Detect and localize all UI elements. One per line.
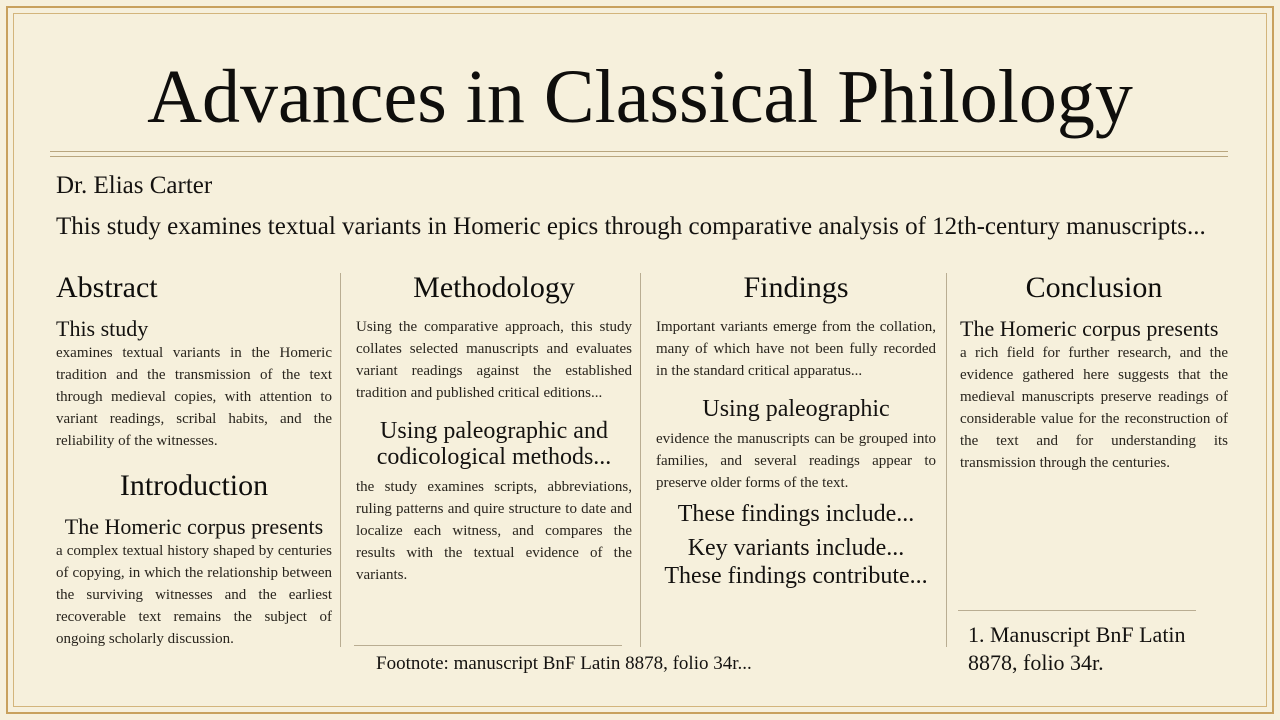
methodology-subheading: Using paleographic and codicological methods... <box>376 418 612 470</box>
section-heading-methodology: Methodology <box>413 271 575 304</box>
findings-body: evidence the manuscripts can be grouped into families, and several readings appear to preserve older forms of the text. <box>656 431 936 491</box>
findings-statement: These findings include... <box>677 501 915 527</box>
abstract-lead: This study <box>56 316 149 341</box>
abstract-summary: This study examines textual variants in Homeric epics through comparative analysis of 12th-century manuscripts... <box>56 213 1206 240</box>
findings-intro: Important variants emerge from the collation, many of which have not been fully recorded in the standard critical apparatus... <box>656 319 936 379</box>
section-heading-abstract: Abstract <box>56 271 158 304</box>
section-heading-introduction: Introduction <box>119 469 269 502</box>
column-methodology <box>356 268 632 688</box>
title-rule-double <box>50 156 1228 157</box>
footnote-rule <box>354 645 622 646</box>
column-divider <box>640 273 641 647</box>
abstract-body: examines textual variants in the Homeric tradition and the transmission of the text through medieval copies, with attention to variant readings, scribal habits, and the reliability of the witnesses. <box>56 345 332 449</box>
document-title: Advances in Classical Philology <box>147 55 1133 139</box>
reference-rule <box>958 610 1196 611</box>
title-rule <box>50 151 1228 152</box>
introduction-lead: The Homeric corpus presents <box>64 514 324 539</box>
findings-statement: These findings contribute... <box>664 563 928 589</box>
conclusion-lead: The Homeric corpus presents <box>960 316 1219 341</box>
introduction-body: a complex textual history shaped by centuries of copying, in which the relationship between the surviving witnesses and the earliest recoverable text remains the subject of ongoing scholarly discussion. <box>56 543 332 647</box>
reference-entry: 1. Manuscript BnF Latin 8878, folio 34r. <box>968 622 1186 675</box>
author-name: Dr. Elias Carter <box>56 172 213 199</box>
column-divider <box>340 273 341 647</box>
methodology-body: the study examines scripts, abbreviations, ruling patterns and quire structure to date and localize each witness, and compares the results with the textual evidence of the variants. <box>356 479 632 583</box>
column-divider <box>946 273 947 647</box>
footnote: Footnote: manuscript BnF Latin 8878, folio 34r... <box>376 653 752 674</box>
findings-subheading: Using paleographic <box>702 396 890 422</box>
methodology-intro: Using the comparative approach, this study collates selected manuscripts and evaluates variant readings against the established tradition and published critical editions... <box>356 319 632 401</box>
column-findings <box>656 268 936 688</box>
column-abstract <box>56 268 332 688</box>
conclusion-body: a rich field for further research, and the evidence gathered here suggests that the medieval manuscripts preserve readings of considerable value for the reconstruction of the text and for understanding its transmission through the centuries. <box>960 345 1228 471</box>
section-heading-findings: Findings <box>743 271 849 304</box>
section-heading-conclusion: Conclusion <box>1025 271 1163 304</box>
findings-statement: Key variants include... <box>687 535 905 561</box>
